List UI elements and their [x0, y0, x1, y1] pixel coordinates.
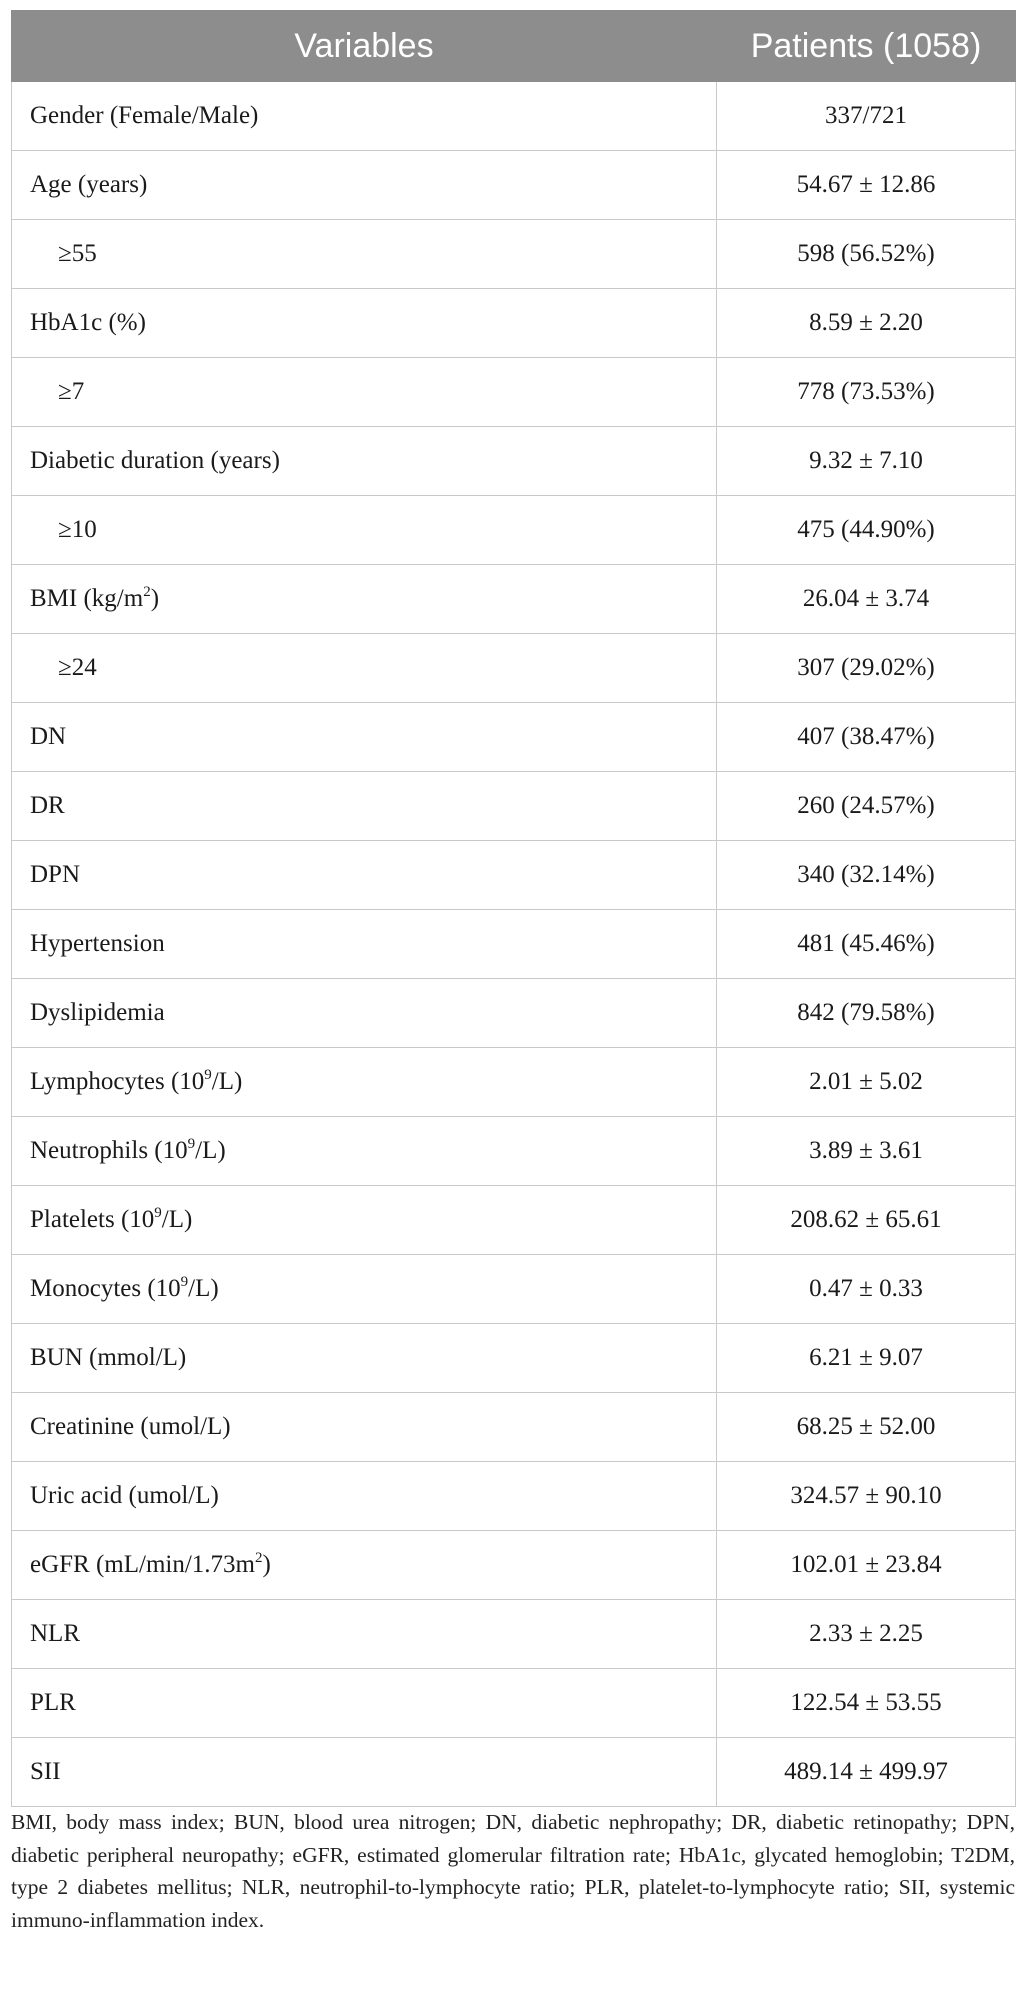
- row-label: [12, 1255, 717, 1324]
- table-row: [12, 1048, 1016, 1117]
- row-label-suffix: ): [262, 1551, 271, 1578]
- row-value: 340 (32.14%): [717, 841, 1016, 910]
- row-value: 337/721: [717, 82, 1016, 151]
- row-label: [12, 289, 717, 358]
- table-row: [12, 151, 1016, 220]
- table-row: [12, 703, 1016, 772]
- row-label-text: Neutrophils (10: [30, 1137, 188, 1164]
- header-variables: Variables: [12, 11, 717, 82]
- table-row: [12, 1462, 1016, 1531]
- row-label-text: Diabetic duration (years): [30, 447, 280, 474]
- row-label-suffix: /L): [161, 1206, 193, 1233]
- row-label-text: Age (years): [30, 171, 148, 198]
- row-label-superscript: 9: [204, 1067, 212, 1083]
- header-row: [12, 11, 1016, 82]
- row-label: [12, 565, 717, 634]
- row-label-text: HbA1c (%): [30, 309, 146, 336]
- row-label-text: ≥7: [58, 378, 85, 405]
- table-row: [12, 496, 1016, 565]
- row-label-text: NLR: [30, 1620, 80, 1647]
- row-label: [12, 1600, 717, 1669]
- row-value: 122.54 ± 53.55: [717, 1669, 1016, 1738]
- row-value: 2.33 ± 2.25: [717, 1600, 1016, 1669]
- row-value: 489.14 ± 499.97: [717, 1738, 1016, 1807]
- row-label: [12, 1738, 717, 1807]
- table-row: [12, 979, 1016, 1048]
- row-label-text: BUN (mmol/L): [30, 1344, 187, 1371]
- row-label-text: DPN: [30, 861, 81, 888]
- row-label: [12, 220, 717, 289]
- row-label-text: DR: [30, 792, 65, 819]
- row-value: 26.04 ± 3.74: [717, 565, 1016, 634]
- table-row: [12, 1186, 1016, 1255]
- row-label: [12, 841, 717, 910]
- row-label-text: Monocytes (10: [30, 1275, 181, 1302]
- row-value: 324.57 ± 90.10: [717, 1462, 1016, 1531]
- row-label-text: Creatinine (umol/L): [30, 1413, 231, 1440]
- table-row: [12, 841, 1016, 910]
- row-value: 8.59 ± 2.20: [717, 289, 1016, 358]
- row-value: 260 (24.57%): [717, 772, 1016, 841]
- row-label: [12, 1186, 717, 1255]
- row-label-text: PLR: [30, 1689, 76, 1716]
- row-value: 481 (45.46%): [717, 910, 1016, 979]
- table-row: [12, 565, 1016, 634]
- row-value: 475 (44.90%): [717, 496, 1016, 565]
- row-label: [12, 496, 717, 565]
- row-label-text: Hypertension: [30, 930, 165, 957]
- baseline-characteristics-table-container: [11, 10, 1015, 1807]
- row-label-text: BMI (kg/m: [30, 585, 144, 612]
- row-label-superscript: 2: [255, 1550, 263, 1566]
- row-label: [12, 772, 717, 841]
- row-value: 307 (29.02%): [717, 634, 1016, 703]
- row-label-text: Gender (Female/Male): [30, 102, 259, 129]
- row-label: [12, 151, 717, 220]
- table-row: [12, 1531, 1016, 1600]
- row-label-text: DN: [30, 723, 67, 750]
- table-row: [12, 772, 1016, 841]
- row-label-superscript: 2: [143, 584, 151, 600]
- row-label: [12, 703, 717, 772]
- row-label: [12, 1531, 717, 1600]
- header-patients: Patients (1058): [717, 11, 1016, 82]
- row-label-superscript: 9: [187, 1136, 196, 1152]
- row-value: 407 (38.47%): [717, 703, 1016, 772]
- row-label-text: ≥10: [58, 516, 97, 543]
- row-label-text: eGFR (mL/min/1.73m: [30, 1551, 255, 1578]
- row-value: 208.62 ± 65.61: [717, 1186, 1016, 1255]
- row-label-suffix: ): [150, 585, 160, 612]
- row-label: [12, 82, 717, 151]
- row-label: [12, 1048, 717, 1117]
- table-row: [12, 358, 1016, 427]
- row-value: 0.47 ± 0.33: [717, 1255, 1016, 1324]
- row-label: [12, 910, 717, 979]
- row-label: [12, 427, 717, 496]
- row-value: 54.67 ± 12.86: [717, 151, 1016, 220]
- table-row: [12, 82, 1016, 151]
- row-label: [12, 1393, 717, 1462]
- table-row: [12, 1600, 1016, 1669]
- row-label-text: Platelets (10: [30, 1206, 155, 1233]
- baseline-characteristics-table: [11, 10, 1016, 1807]
- row-label: [12, 1669, 717, 1738]
- row-value: 102.01 ± 23.84: [717, 1531, 1016, 1600]
- table-row: [12, 427, 1016, 496]
- table-row: [12, 634, 1016, 703]
- row-label-text: Uric acid (umol/L): [30, 1482, 219, 1509]
- row-value: 3.89 ± 3.61: [717, 1117, 1016, 1186]
- table-footnote: BMI, body mass index; BUN, blood urea nitrogen; DN, diabetic nephropathy; DR, diabetic retinopathy; DPN, diabetic peripheral neuropathy; eGFR, estimated glomerular filtration rate; HbA1c, glycated hemoglobin; T2DM, type 2 diabetes mellitus; NLR, neutrophil-to-lymphocyte ratio; PLR, platelet-to-lymphocyte ratio; SII, systemic immuno-inflammation index.: [11, 1810, 1015, 1932]
- row-label: [12, 979, 717, 1048]
- row-label-text: ≥55: [58, 240, 97, 267]
- row-value: 6.21 ± 9.07: [717, 1324, 1016, 1393]
- row-value: 2.01 ± 5.02: [717, 1048, 1016, 1117]
- table-row: [12, 289, 1016, 358]
- row-value: 68.25 ± 52.00: [717, 1393, 1016, 1462]
- row-label: [12, 358, 717, 427]
- row-label-suffix: /L): [188, 1275, 219, 1302]
- row-label-suffix: /L): [211, 1068, 243, 1095]
- row-label-superscript: 9: [180, 1274, 189, 1290]
- row-label: [12, 1462, 717, 1531]
- row-value: 842 (79.58%): [717, 979, 1016, 1048]
- table-row: [12, 1738, 1016, 1807]
- table-row: [12, 1669, 1016, 1738]
- row-label: [12, 1117, 717, 1186]
- table-row: [12, 220, 1016, 289]
- row-label-text: Lymphocytes (10: [30, 1068, 205, 1095]
- table-row: [12, 1393, 1016, 1462]
- row-label-suffix: /L): [195, 1137, 226, 1164]
- row-value: 778 (73.53%): [717, 358, 1016, 427]
- table-row: [12, 1117, 1016, 1186]
- table-body: [12, 82, 1016, 1807]
- table-row: [12, 910, 1016, 979]
- row-value: 9.32 ± 7.10: [717, 427, 1016, 496]
- row-label: [12, 1324, 717, 1393]
- row-label-text: ≥24: [58, 654, 97, 681]
- row-label-superscript: 9: [154, 1205, 162, 1221]
- table-row: [12, 1255, 1016, 1324]
- row-label: [12, 634, 717, 703]
- row-value: 598 (56.52%): [717, 220, 1016, 289]
- row-label-text: Dyslipidemia: [30, 999, 165, 1026]
- row-label-text: SII: [30, 1758, 61, 1785]
- table-row: [12, 1324, 1016, 1393]
- table-header: [12, 11, 1016, 82]
